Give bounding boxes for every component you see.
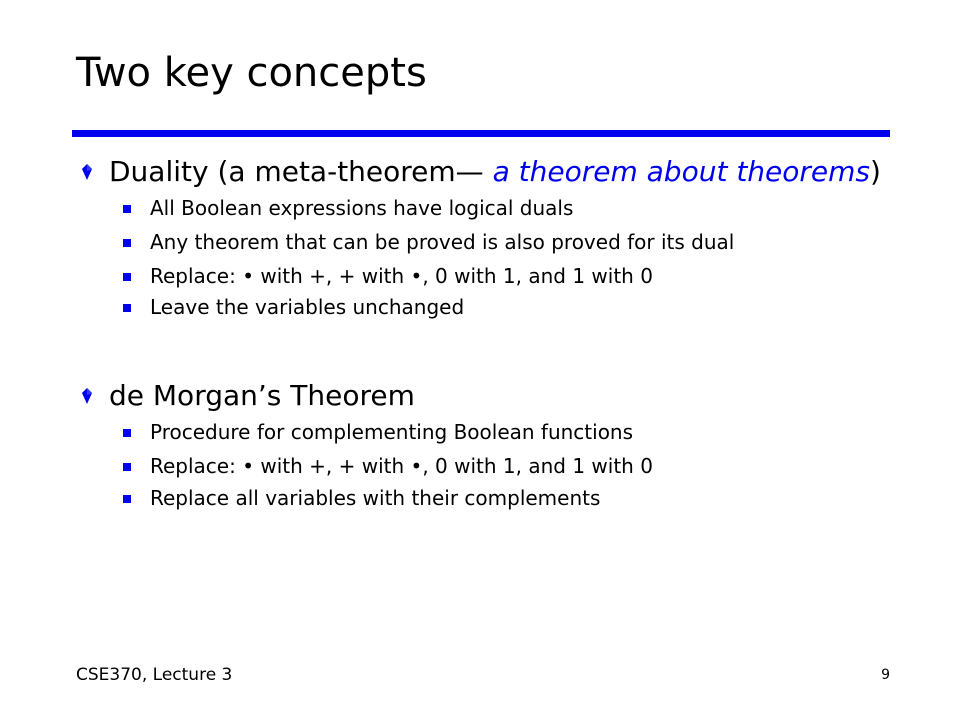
- section-heading-text: [109, 155, 881, 189]
- heading-prefix: Duality (a meta-theorem—: [109, 155, 493, 188]
- square-bullet-icon: [123, 273, 131, 281]
- heading-emphasis: a theorem about theorems: [492, 155, 871, 188]
- square-bullet-icon: [123, 463, 131, 471]
- list-item-text: Leave the variables unchanged: [150, 295, 465, 319]
- square-bullet-icon: [123, 304, 131, 312]
- footer-course: CSE370, Lecture 3: [76, 665, 233, 685]
- list-item-text: Any theorem that can be proved is also proved for its dual: [150, 230, 735, 254]
- section-heading-text: de Morgan’s Theorem: [109, 379, 415, 412]
- list-item-text: Procedure for complementing Boolean functions: [150, 420, 634, 444]
- title-underline: [72, 130, 890, 137]
- square-bullet-icon: [123, 429, 131, 437]
- diamond-bullet-icon: [79, 164, 95, 180]
- list-item-text: Replace: • with +, + with •, 0 with 1, and 1 with 0: [150, 454, 653, 478]
- diamond-bullet-icon: [79, 388, 95, 404]
- square-bullet-icon: [123, 239, 131, 247]
- list-item-text: Replace: • with +, + with •, 0 with 1, and 1 with 0: [150, 264, 653, 288]
- heading-suffix: ): [870, 155, 881, 188]
- square-bullet-icon: [123, 495, 131, 503]
- list-item-text: Replace all variables with their complements: [150, 486, 601, 510]
- slide-title: Two key concepts: [76, 50, 427, 96]
- page-number: 9: [881, 667, 890, 683]
- list-item-text: All Boolean expressions have logical duals: [150, 196, 574, 220]
- square-bullet-icon: [123, 205, 131, 213]
